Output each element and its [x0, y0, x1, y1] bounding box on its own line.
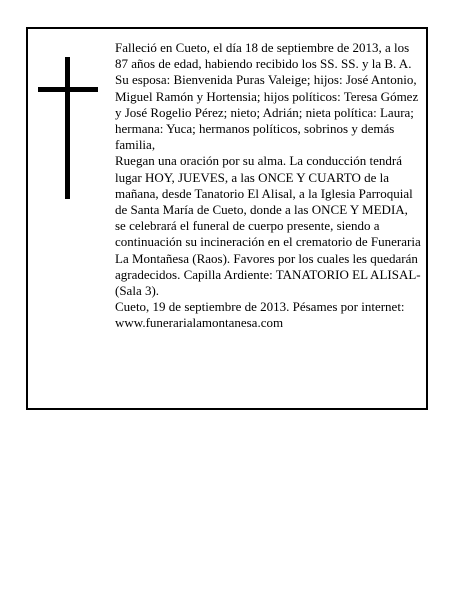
- obituary-notice: [26, 27, 428, 410]
- death-announcement: Falleció en Cueto, el día 18 de septiembre de 2013, a los 87 años de edad, habiendo recibido los SS. SS. y la B. A.: [115, 40, 412, 72]
- cross-vertical-bar: [65, 57, 70, 199]
- cross-icon: [38, 57, 98, 199]
- funeral-details: Ruegan una oración por su alma. La conducción tendrá lugar HOY, JUEVES, a las ONCE Y CUARTO de la mañana, desde Tanatorio El Alisal, a la Iglesia Parroquial de Santa María de Cueto, donde a las ONCE Y MEDIA, se celebrará el funeral de cuerpo presente, siendo a continuación su incineración en el crematorio de Funeraria La Montañesa (Raos). Favores por los cuales les quedarán agradecidos. Capilla Ardiente: TANATORIO EL ALISAL-(Sala 3).: [115, 153, 421, 299]
- cross-horizontal-bar: [38, 87, 98, 92]
- obituary-text: [115, 40, 421, 332]
- family-list: Su esposa: Bienvenida Puras Valeige; hijos: José Antonio, Miguel Ramón y Hortensia; hijos políticos: Teresa Gómez y José Rogelio Pérez; nieto; Adrián; nieta política: Laura; hermana: Yuca; hermanos políticos, sobrinos y demás familia,: [115, 72, 419, 153]
- date-and-condolences: Cueto, 19 de septiembre de 2013. Pésames por internet: www.funerarialamontanesa.com: [115, 299, 405, 331]
